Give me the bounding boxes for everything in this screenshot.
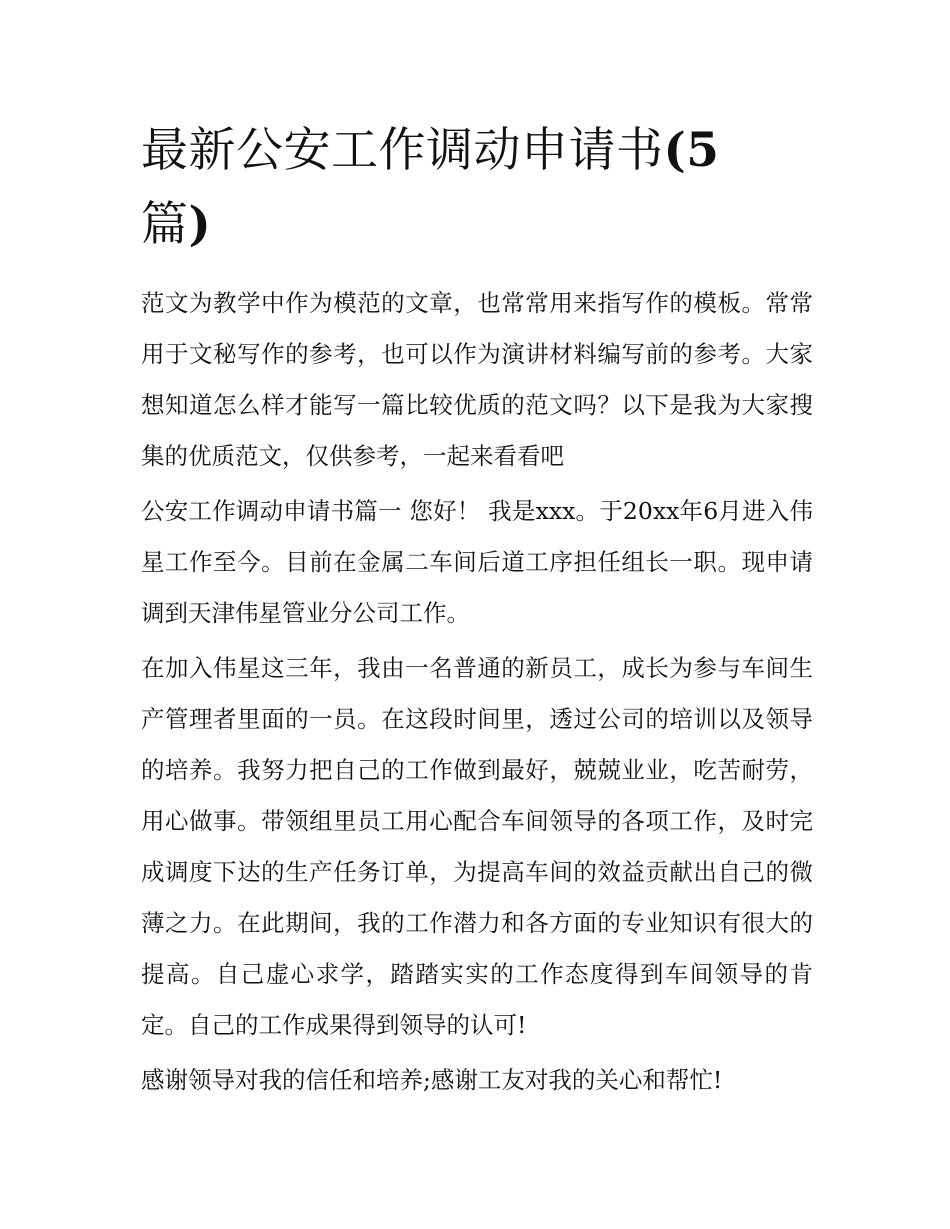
document-body	[141, 114, 813, 1106]
paragraph-intro: 范文为教学中作为模范的文章，也常常用来指写作的模板。常常用于文秘写作的参考，也可以作为演讲材料编写前的参考。大家想知道怎么样才能写一篇比较优质的范文吗？以下是我为大家搜集的优质范文，仅供参考，一起来看看吧	[141, 289, 813, 470]
document-title	[141, 114, 813, 262]
paragraph-application: 公安工作调动申请书篇一 您好！ 我是xxx。于20xx年6月进入伟星工作至今。目前在金属二车间后道工序担任组长一职。现申请调到天津伟星管业分公司工作。	[141, 497, 813, 627]
title-count-open: (5	[663, 123, 720, 178]
paragraph-experience: 在加入伟星这三年，我由一名普通的新员工，成长为参与车间生产管理者里面的一员。在这段时间里，透过公司的培训以及领导的培养。我努力把自己的工作做到最好，兢兢业业，吃苦耐劳，用心做事。带领组里员工用心配合车间领导的各项工作，及时完成调度下达的生产任务订单，为提高车间的效益贡献出自己的微薄之力。在此期间，我的工作潜力和各方面的专业知识有很大的提高。自己虚心求学，踏踏实实的工作态度得到车间领导的肯定。自己的工作成果得到领导的认可!	[141, 654, 813, 1039]
title-line-2: 篇	[141, 197, 189, 252]
paragraph-thanks: 感谢领导对我的信任和培养;感谢工友对我的关心和帮忙!	[141, 1066, 723, 1094]
title-main: 最新公安工作调动申请书	[141, 123, 664, 178]
title-count-close: )	[188, 197, 212, 252]
